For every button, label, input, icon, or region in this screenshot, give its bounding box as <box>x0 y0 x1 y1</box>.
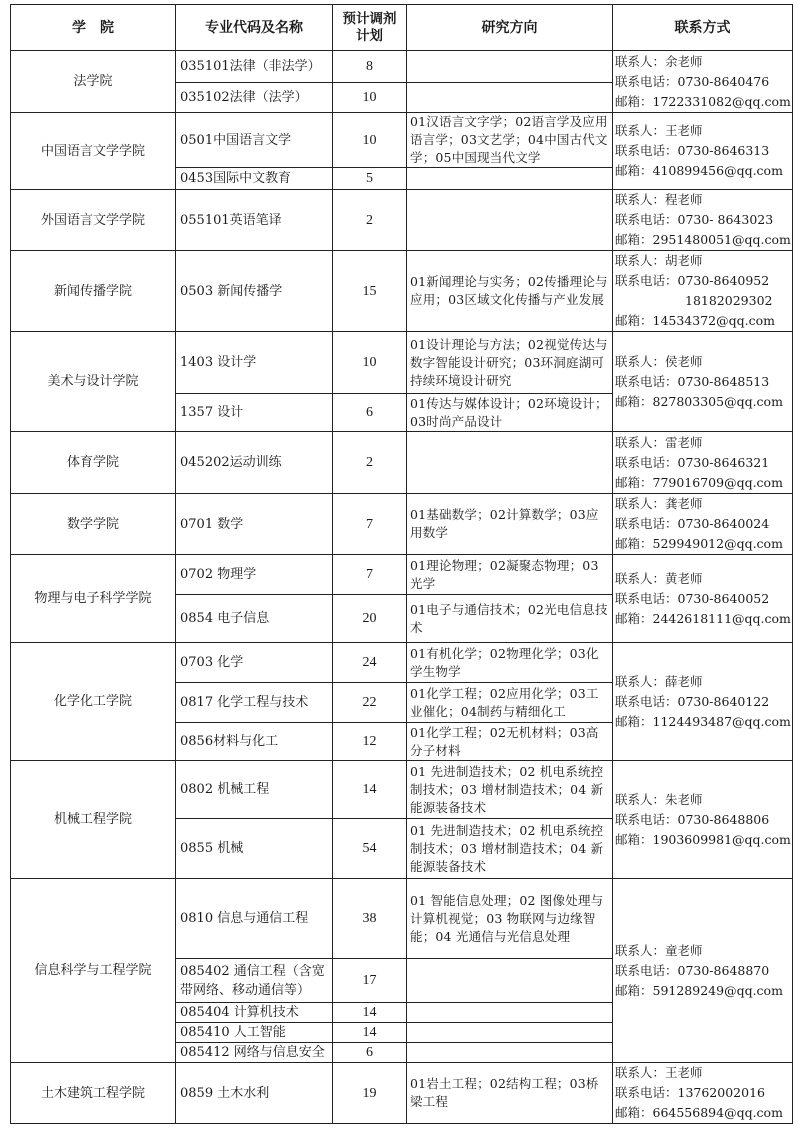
college-name-cell: 新闻传播学院 <box>11 251 176 332</box>
plan-count-cell: 14 <box>333 1003 407 1023</box>
contact-person: 联系人：龚老师 <box>615 496 703 511</box>
research-direction-cell: 01化学工程；02无机材料；03高分子材料 <box>407 723 613 761</box>
research-direction-cell: 01电子与通信技术；02光电信息技术 <box>407 595 613 643</box>
contact-phone: 联系电话：0730-8648806 <box>615 811 770 827</box>
contact-email: 邮箱：827803305@qq.com <box>615 393 783 409</box>
contact-email: 邮箱：14534372@qq.com <box>615 313 775 328</box>
major-cell: 085410 人工智能 <box>176 1023 333 1043</box>
college-name-cell: 物理与电子科学学院 <box>11 555 176 643</box>
plan-count-cell: 17 <box>333 959 407 1003</box>
research-direction-cell: 01 智能信息处理；02 图像处理与计算机视觉；03 物联网与边缘智能；04 光通信与光信息处理 <box>407 879 613 959</box>
plan-count-cell: 10 <box>333 83 407 113</box>
contact-cell <box>613 432 793 494</box>
plan-count-cell: 10 <box>333 332 407 394</box>
college-name-cell: 外国语言文学学院 <box>11 190 176 251</box>
college-name-cell: 信息科学与工程学院 <box>11 879 176 1063</box>
major-cell: 085404 计算机技术 <box>176 1003 333 1023</box>
research-direction-cell <box>407 51 613 83</box>
contact-person: 联系人：黄老师 <box>615 570 703 586</box>
major-cell: 0703 化学 <box>176 643 333 683</box>
major-cell: 0702 物理学 <box>176 555 333 595</box>
plan-count-cell: 19 <box>333 1063 407 1124</box>
major-cell: 0855 机械 <box>176 819 333 879</box>
contact-email: 邮箱：2951480051@qq.com <box>615 232 791 247</box>
contact-cell <box>613 113 793 190</box>
header-direction: 研究方向 <box>407 5 613 51</box>
contact-phone: 联系电话：0730-8640122 <box>615 693 770 709</box>
contact-person: 联系人：薛老师 <box>615 673 703 689</box>
header-row <box>11 5 793 51</box>
college-name-cell: 机械工程学院 <box>11 761 176 879</box>
contact-cell <box>613 761 793 879</box>
research-direction-cell: 01化学工程；02应用化学；03工业催化；04制药与精细化工 <box>407 683 613 723</box>
plan-count-cell: 7 <box>333 494 407 555</box>
contact-email: 邮箱：664556894@qq.com <box>615 1105 783 1120</box>
major-cell: 1403 设计学 <box>176 332 333 394</box>
contact-phone: 联系电话：0730-8646321 <box>615 454 770 470</box>
major-cell: 1357 设计 <box>176 394 333 432</box>
contact-email: 邮箱：410899456@qq.com <box>615 163 783 178</box>
college-name-cell: 法学院 <box>11 51 176 113</box>
plan-count-cell: 14 <box>333 1023 407 1043</box>
contact-cell <box>613 190 793 251</box>
research-direction-cell: 01基础数学；02计算数学；03应用数学 <box>407 494 613 555</box>
research-direction-cell <box>407 1043 613 1063</box>
table-row <box>11 190 793 251</box>
contact-email: 邮箱：529949012@qq.com <box>615 536 783 551</box>
contact-person: 联系人：童老师 <box>615 942 703 958</box>
major-cell: 0859 土木水利 <box>176 1063 333 1124</box>
contact-email: 邮箱：1124493487@qq.com <box>615 713 791 729</box>
contact-phone: 联系电话：0730-8648513 <box>615 373 770 389</box>
contact-cell <box>613 251 793 332</box>
table-row <box>11 113 793 168</box>
table-row <box>11 761 793 819</box>
contact-email: 邮箱：1903609981@qq.com <box>615 831 791 847</box>
table-row <box>11 432 793 494</box>
contact-person: 联系人：余老师 <box>615 53 703 69</box>
table-body <box>11 51 793 1124</box>
research-direction-cell <box>407 432 613 494</box>
college-name-cell: 美术与设计学院 <box>11 332 176 432</box>
major-cell: 045202运动训练 <box>176 432 333 494</box>
plan-count-cell: 38 <box>333 879 407 959</box>
contact-person: 联系人：程老师 <box>615 192 703 207</box>
header-plan: 预计调剂计划 <box>333 5 407 51</box>
contact-person: 联系人：王老师 <box>615 123 703 138</box>
research-direction-cell <box>407 959 613 1003</box>
research-direction-cell: 01新闻理论与实务；02传播理论与应用；03区域文化传播与产业发展 <box>407 251 613 332</box>
research-direction-cell: 01理论物理；02凝聚态物理；03光学 <box>407 555 613 595</box>
research-direction-cell <box>407 1023 613 1043</box>
contact-phone: 联系电话：0730-8640476 <box>615 73 770 89</box>
contact-cell <box>613 643 793 761</box>
major-cell: 0802 机械工程 <box>176 761 333 819</box>
college-name-cell: 土木建筑工程学院 <box>11 1063 176 1124</box>
contact-person: 联系人：王老师 <box>615 1065 703 1080</box>
contact-phone: 联系电话：0730-8640024 <box>615 516 770 531</box>
major-cell: 035102法律（法学） <box>176 83 333 113</box>
table-row <box>11 643 793 683</box>
plan-count-cell: 5 <box>333 168 407 190</box>
plan-count-cell: 6 <box>333 1043 407 1063</box>
table-row <box>11 879 793 959</box>
contact-phone: 联系电话：0730- 8643023 <box>615 212 774 227</box>
major-cell: 085412 网络与信息安全 <box>176 1043 333 1063</box>
research-direction-cell: 01 先进制造技术；02 机电系统控制技术；03 增材制造技术；04 新能源装备技术 <box>407 761 613 819</box>
contact-cell <box>613 555 793 643</box>
header-contact: 联系方式 <box>613 5 793 51</box>
contact-cell <box>613 51 793 113</box>
major-cell: 0701 数学 <box>176 494 333 555</box>
major-cell: 055101英语笔译 <box>176 190 333 251</box>
research-direction-cell <box>407 83 613 113</box>
major-cell: 0854 电子信息 <box>176 595 333 643</box>
table-row <box>11 1063 793 1124</box>
research-direction-cell: 01有机化学；02物理化学；03化学生物学 <box>407 643 613 683</box>
research-direction-cell: 01传达与媒体设计；02环境设计；03时尚产品设计 <box>407 394 613 432</box>
college-name-cell: 体育学院 <box>11 432 176 494</box>
contact-person: 联系人：朱老师 <box>615 791 703 807</box>
contact-phone: 联系电话：13762002016 <box>615 1085 765 1100</box>
contact-person: 联系人：胡老师 <box>615 253 703 268</box>
major-cell: 0856材料与化工 <box>176 723 333 761</box>
plan-count-cell: 2 <box>333 432 407 494</box>
plan-count-cell: 2 <box>333 190 407 251</box>
plan-count-cell: 8 <box>333 51 407 83</box>
plan-count-cell: 15 <box>333 251 407 332</box>
research-direction-cell: 01 先进制造技术；02 机电系统控制技术；03 增材制造技术；04 新能源装备技术 <box>407 819 613 879</box>
contact-person: 联系人：雷老师 <box>615 434 703 450</box>
contact-email: 邮箱：779016709@qq.com <box>615 474 783 490</box>
contact-cell <box>613 332 793 432</box>
table-row <box>11 332 793 394</box>
plan-count-cell: 22 <box>333 683 407 723</box>
research-direction-cell <box>407 1003 613 1023</box>
table-row <box>11 555 793 595</box>
plan-count-cell: 12 <box>333 723 407 761</box>
plan-count-cell: 20 <box>333 595 407 643</box>
plan-count-cell: 54 <box>333 819 407 879</box>
major-cell: 0501中国语言文学 <box>176 113 333 168</box>
admission-table-sheet <box>10 4 792 1124</box>
research-direction-cell <box>407 168 613 190</box>
table-row <box>11 51 793 83</box>
contact-email: 邮箱：1722331082@qq.com <box>615 93 791 109</box>
plan-count-cell: 6 <box>333 394 407 432</box>
contact-email: 邮箱：2442618111@qq.com <box>615 610 791 626</box>
major-cell: 0453国际中文教育 <box>176 168 333 190</box>
major-cell: 035101法律（非法学） <box>176 51 333 83</box>
contact-email: 邮箱：591289249@qq.com <box>615 982 783 998</box>
research-direction-cell: 01岩土工程；02结构工程；03桥梁工程 <box>407 1063 613 1124</box>
contact-phone: 联系电话：0730-8640952 <box>615 273 770 288</box>
college-name-cell: 中国语言文学学院 <box>11 113 176 190</box>
major-cell: 085402 通信工程（含宽带网络、移动通信等） <box>176 959 333 1003</box>
header-college: 学 院 <box>11 5 176 51</box>
research-direction-cell: 01汉语言文字学；02语言学及应用语言学；03文艺学；04中国古代文学；05中国现当代文学 <box>407 113 613 168</box>
research-direction-cell <box>407 190 613 251</box>
table-row <box>11 494 793 555</box>
contact-cell <box>613 1063 793 1124</box>
research-direction-cell: 01设计理论与方法；02视觉传达与数字智能设计研究；03环洞庭湖可持续环境设计研究 <box>407 332 613 394</box>
adjustment-plan-table <box>10 4 793 1124</box>
contact-phone: 联系电话：0730-8640052 <box>615 590 770 606</box>
contact-cell <box>613 494 793 555</box>
contact-phone-secondary: 18182029302 <box>685 293 773 308</box>
major-cell: 0503 新闻传播学 <box>176 251 333 332</box>
plan-count-cell: 24 <box>333 643 407 683</box>
table-row <box>11 251 793 332</box>
contact-phone: 联系电话：0730-8648870 <box>615 962 770 978</box>
contact-person: 联系人：侯老师 <box>615 353 703 369</box>
college-name-cell: 化学化工学院 <box>11 643 176 761</box>
major-cell: 0817 化学工程与技术 <box>176 683 333 723</box>
plan-count-cell: 7 <box>333 555 407 595</box>
college-name-cell: 数学学院 <box>11 494 176 555</box>
plan-count-cell: 10 <box>333 113 407 168</box>
contact-phone: 联系电话：0730-8646313 <box>615 143 770 158</box>
major-cell: 0810 信息与通信工程 <box>176 879 333 959</box>
plan-count-cell: 14 <box>333 761 407 819</box>
header-major: 专业代码及名称 <box>176 5 333 51</box>
contact-cell <box>613 879 793 1063</box>
